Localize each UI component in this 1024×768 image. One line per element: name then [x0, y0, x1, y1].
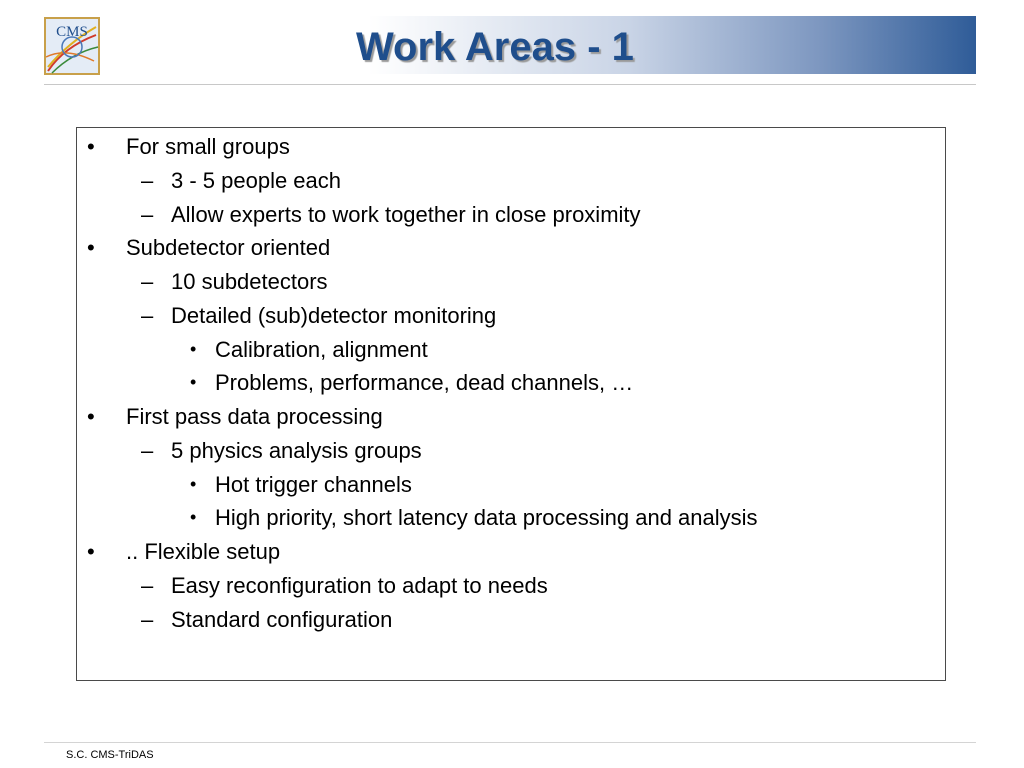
cms-logo-graphic [44, 17, 100, 75]
bullet-marker: • [87, 404, 95, 429]
bullet-marker: – [141, 572, 154, 598]
bullet-marker: – [141, 302, 154, 328]
bullet-marker: • [190, 507, 197, 528]
bullet-level-3 [0, 366, 1024, 400]
bullet-level-2 [0, 198, 1024, 232]
bullet-text: 10 subdetectors [171, 269, 328, 294]
bullet-list [0, 130, 1024, 636]
bullet-level-1 [0, 400, 1024, 434]
bullet-level-1 [0, 130, 1024, 164]
bullet-level-2 [0, 434, 1024, 468]
bullet-marker: • [190, 338, 197, 359]
bullet-text: Detailed (sub)detector monitoring [171, 302, 497, 328]
bullet-level-3 [0, 501, 1024, 535]
bullet-marker: – [141, 437, 154, 463]
bullet-marker: • [87, 235, 95, 261]
bullet-text: Problems, performance, dead channels, … [215, 370, 634, 396]
bullet-text: Hot trigger channels [215, 471, 412, 497]
slide-title: Work Areas - 1 [356, 25, 634, 69]
bullet-text: Allow experts to work together in close proximity [171, 201, 641, 227]
bullet-marker: • [87, 134, 95, 159]
bullet-level-2 [0, 603, 1024, 637]
bullet-level-3 [0, 333, 1024, 367]
bullet-marker: • [87, 539, 95, 564]
bullet-text: High priority, short latency data processing and analysis [215, 505, 758, 531]
bullet-marker: – [141, 269, 154, 294]
bullet-marker: • [190, 372, 197, 393]
bullet-level-2 [0, 265, 1024, 299]
bullet-marker: • [190, 473, 197, 494]
bullet-level-1 [0, 231, 1024, 265]
bullet-level-2 [0, 299, 1024, 333]
bullet-marker: – [141, 606, 154, 632]
bullet-level-3 [0, 468, 1024, 502]
bullet-text: Easy reconfiguration to adapt to needs [171, 572, 548, 598]
bullet-text: Calibration, alignment [215, 336, 428, 362]
bullet-text: Standard configuration [171, 606, 393, 632]
bullet-level-1 [0, 535, 1024, 569]
bullet-text: First pass data processing [126, 404, 383, 429]
header-divider [44, 84, 976, 85]
bullet-marker: – [141, 201, 154, 227]
bullet-text: Subdetector oriented [126, 235, 331, 261]
cms-logo-icon [44, 17, 100, 75]
bullet-marker: – [141, 167, 154, 193]
cms-logo-text: CMS [56, 24, 88, 40]
bullet-text: .. Flexible setup [126, 539, 281, 564]
footer-credit: S.C. CMS-TriDAS [66, 749, 154, 761]
bullet-text: For small groups [126, 134, 290, 159]
footer-divider [44, 742, 976, 743]
bullet-level-2 [0, 569, 1024, 603]
bullet-text: 5 physics analysis groups [171, 437, 422, 463]
bullet-text: 3 - 5 people each [171, 167, 342, 193]
bullet-level-2 [0, 164, 1024, 198]
